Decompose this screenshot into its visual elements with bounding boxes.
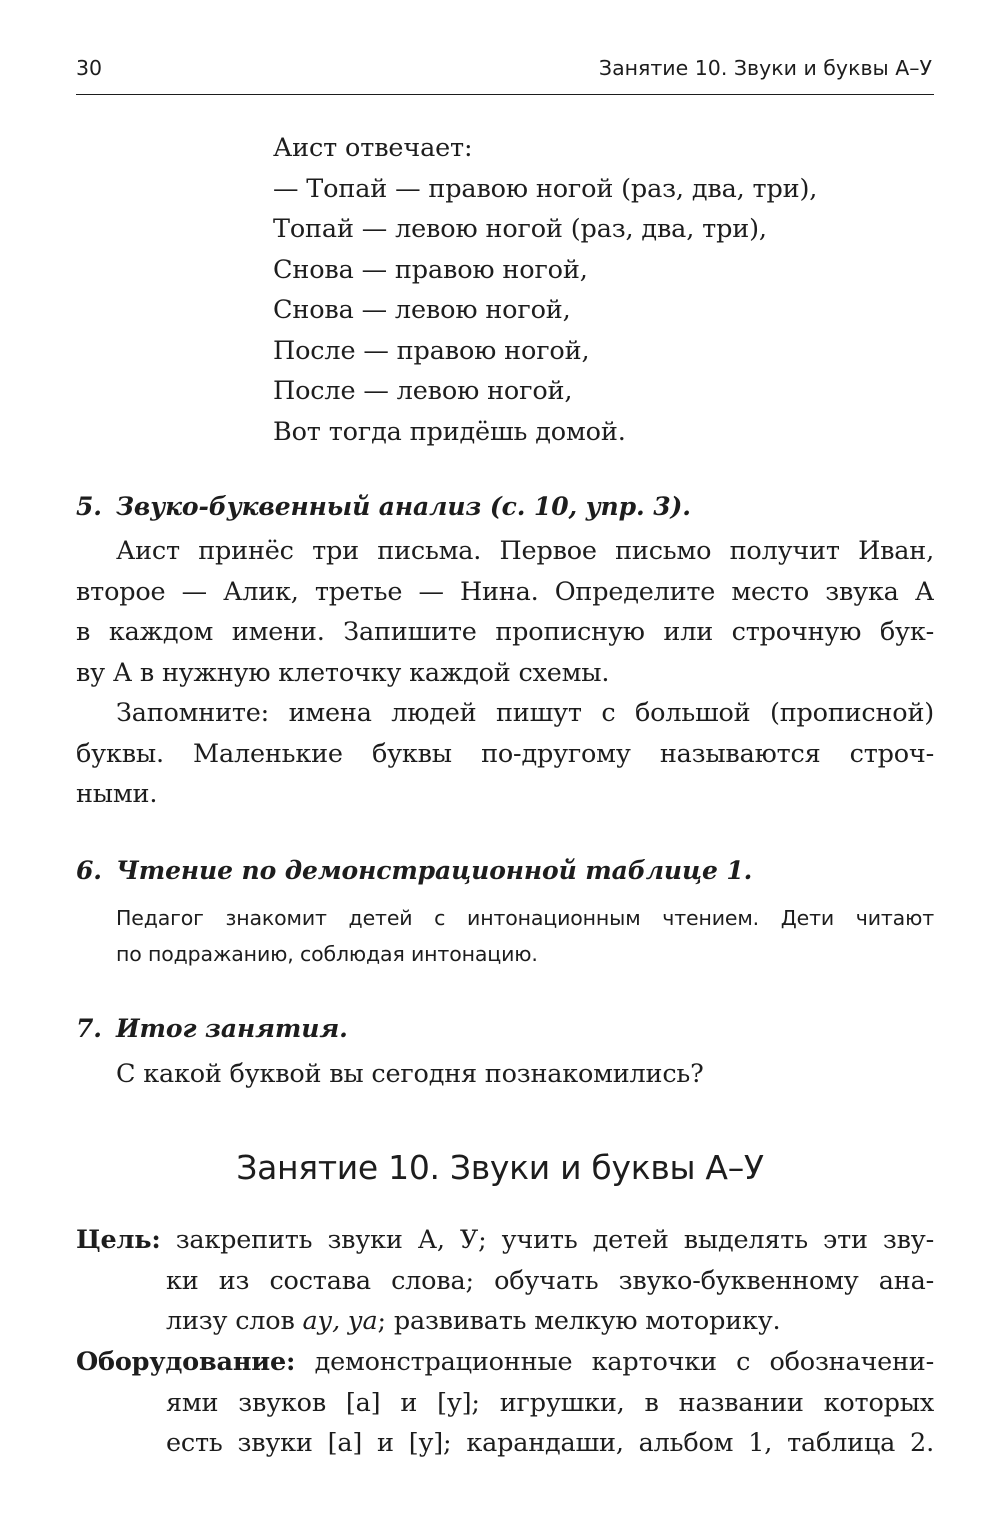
section-5-heading — [76, 492, 691, 521]
poem-line: После — правою ногой, — [273, 335, 590, 366]
text-line: С какой буквой вы сегодня познакомились? — [116, 1059, 704, 1089]
text-line: по подражанию, соблюдая интонацию. — [116, 942, 538, 966]
section-title: Итог занятия. — [116, 1014, 348, 1043]
goal-text: закрепить звуки А, У; учить детей выделять эти зву- — [175, 1225, 934, 1255]
text-line: ями звуков [а] и [у]; игрушки, в названии которых — [166, 1387, 934, 1418]
lesson-goal — [76, 1220, 934, 1342]
text-line: второе — Алик, третье — Нина. Определите место звука А — [76, 576, 934, 607]
section-number: 6. — [76, 856, 102, 885]
text-line: в каждом имени. Запишите прописную или строчную бук- — [76, 617, 934, 647]
text-line: буквы. Маленькие буквы по-другому называются строч- — [76, 738, 934, 769]
text-line: Запомните: имена людей пишут с большой (прописной) — [116, 698, 934, 728]
text-line — [76, 1220, 934, 1261]
running-title: Занятие 10. Звуки и буквы А–У — [598, 56, 932, 80]
text-line: Педагог знакомит детей с интонационным чтением. Дети читают — [116, 906, 934, 930]
text-line: лизу слов ау, уа; развивать мелкую моторику. — [166, 1306, 781, 1336]
section-number: 7. — [76, 1014, 102, 1043]
poem-line: После — левою ногой, — [273, 376, 573, 406]
section-5-paragraph-1 — [76, 531, 934, 693]
equipment-text: демонстрационные карточки с обозначени- — [314, 1347, 935, 1377]
page-number: 30 — [76, 56, 103, 80]
section-6-note — [116, 900, 934, 972]
poem-line: Снова — правою ногой, — [273, 254, 588, 285]
text-line: ву А в нужную клеточку каждой схемы. — [76, 657, 610, 688]
section-title: Звуко-буквенный анализ (с. 10, упр. 3). — [116, 492, 691, 521]
lesson-title: Занятие 10. Звуки и буквы А–У — [236, 1148, 764, 1187]
lesson-equipment — [76, 1342, 934, 1464]
goal-label: Цель: — [76, 1225, 161, 1255]
text-line: ки из состава слова; обучать звуко-буквенному ана- — [166, 1265, 934, 1296]
section-7-heading — [76, 1014, 348, 1043]
poem-line: Вот тогда придёшь домой. — [273, 416, 626, 447]
section-5-paragraph-2 — [76, 693, 934, 815]
text-line — [76, 1342, 934, 1383]
text-line: Аист принёс три письма. Первое письмо получит Иван, — [116, 536, 934, 566]
poem — [273, 128, 817, 452]
equipment-label: Оборудование: — [76, 1347, 296, 1377]
section-6-heading — [76, 856, 752, 885]
section-number: 5. — [76, 492, 102, 521]
text-line: есть звуки [а] и [у]; карандаши, альбом 1, таблица 2. — [166, 1428, 934, 1458]
poem-line: Снова — левою ногой, — [273, 295, 571, 325]
section-title: Чтение по демонстрационной таблице 1. — [116, 856, 753, 885]
section-7-paragraph — [76, 1054, 934, 1095]
poem-line: Аист отвечает: — [273, 133, 473, 163]
text-line: ными. — [76, 779, 158, 809]
poem-line: — Топай — правою ногой (раз, два, три), — [273, 173, 818, 204]
example-words: ау, уа — [302, 1306, 378, 1336]
running-header — [76, 52, 934, 95]
poem-line: Топай — левою ногой (раз, два, три), — [273, 214, 767, 244]
